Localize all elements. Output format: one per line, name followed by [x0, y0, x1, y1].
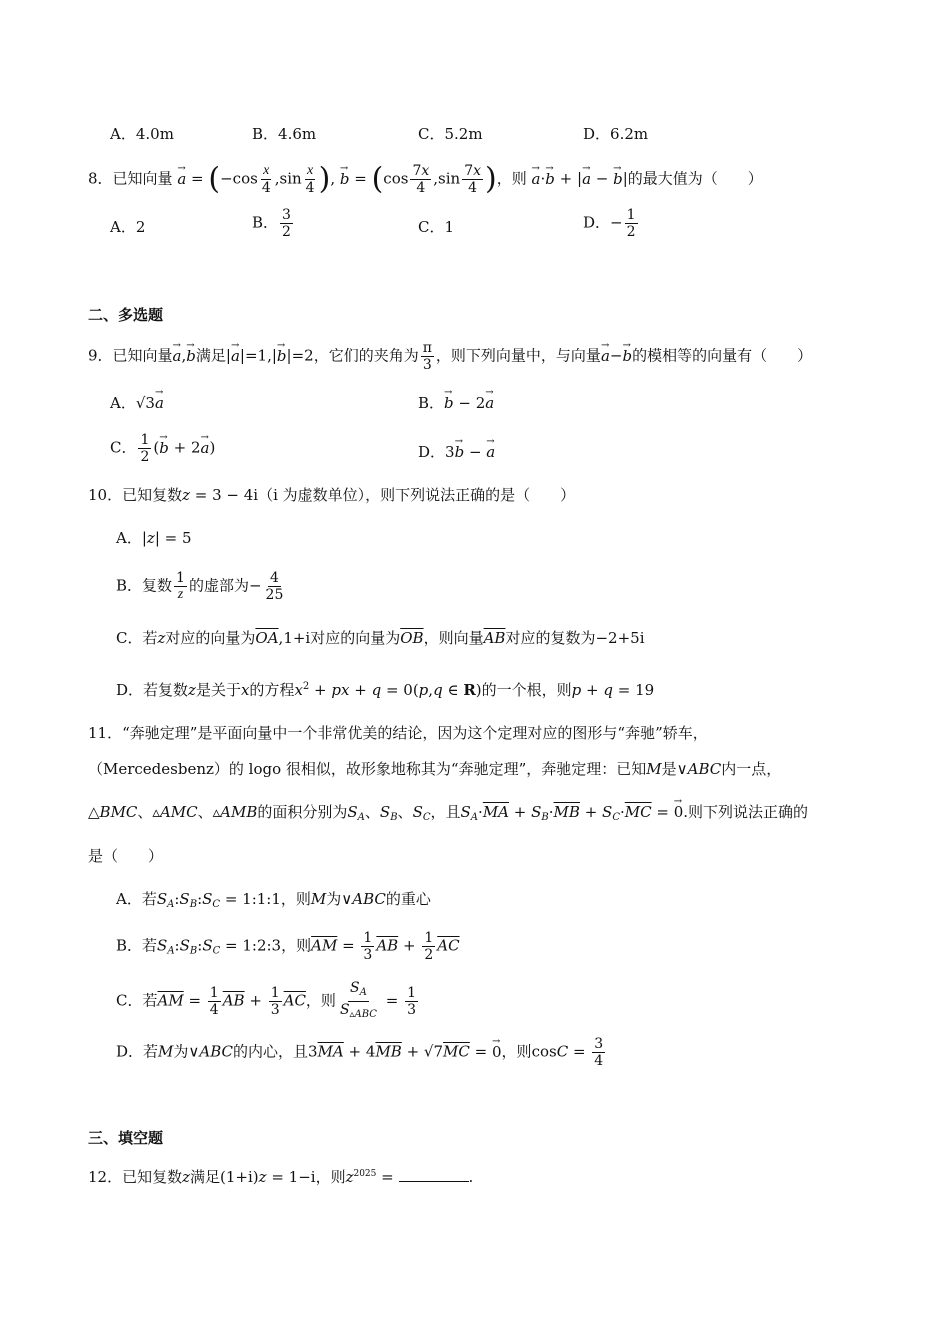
- section-multiple-choice-title: 二、多选题: [88, 306, 164, 324]
- q8-option-c: C．1: [418, 218, 455, 236]
- q9-option-a: A．√3→ a: [110, 392, 164, 414]
- section-fill-in-title: 三、填空题: [88, 1129, 164, 1147]
- q10-stem: 10．已知复数z = 3 − 4i（i 为虚数单位），则下列说法正确的是（ ）: [88, 486, 576, 504]
- q11-option-b: B．若$S_A:S_B:S_C$ = 1:2:3，则$\overline{AM}$ = $\frac{1}{3}$ $\overline{AB}$ + $\frac{1}{2}$ $\overline{AC}$: [116, 930, 460, 963]
- q7-option-d: D．6.2m: [583, 125, 649, 143]
- q7-option-c: C．5.2m: [418, 125, 483, 143]
- q7-option-b: B．4.6m: [252, 125, 317, 143]
- q11-line-1: 11．“奔驰定理”是平面向量中一个非常优美的结论，因为这个定理对应的图形与“奔驰”轿车，: [88, 724, 708, 742]
- q7-option-a: A．4.0m: [110, 125, 174, 143]
- q10-option-a: A．|z| = 5: [116, 529, 192, 547]
- q11-line-4: 是（ ）: [88, 847, 164, 865]
- q11-line-3: △BMC、▵AMC、▵AMB的面积分别为$S_A$、$S_B$、$S_C$，且$S_A\cdot\overline{MA} + S_B\cdot\overline{MB} + S_C\cdot\overline{MC}$ = → 0.则下列说法正确的: [88, 801, 808, 829]
- q8-option-a: A．2: [110, 218, 146, 236]
- q11-option-d: D．若M为∨ABC的内心，且$3\overline{MA} + 4\overline{MB} + √7\overline{MC}$ = → 0，则cosC = $\frac{3}{4}$: [116, 1036, 607, 1069]
- q9-option-b: B．→ b − 2→ a: [418, 392, 494, 414]
- q8-stem: 8．已知向量 → a = (−cos $\frac{x}{4}$ ,sin $\frac{x}{4}$ ), → b = (cos $\frac{7x}{4}$ ,sin $\frac{7x}{4}$ )，则 → a·→ b + |→ a − → b|的最大值为（ ）: [88, 163, 763, 196]
- q10-option-b: B．复数 $\frac{1}{z}$ 的虚部为− $\frac{4}{25}$: [116, 570, 284, 603]
- q8-option-d: D．− $\frac{1}{2}$: [583, 207, 636, 240]
- q12-stem: 12．已知复数z满足(1+i)z = 1−i，则$z^{2025}$ = .: [88, 1168, 474, 1186]
- q9-option-d: D．3→ b − → a: [418, 441, 495, 463]
- q9-option-c: C． $\frac{1}{2}$ (→ b + 2→ a): [110, 432, 215, 465]
- answer-blank[interactable]: [399, 1167, 469, 1182]
- q11-line-2: （Mercedesbenz）的 logo 很相似，故形象地称其为“奔驰定理”，奔驰定理：已知M是∨ABC内一点，: [88, 760, 782, 778]
- q9-stem: 9．已知向量→ a,→ b满足|→ a|=1,|→ b|=2，它们的夹角为 $\frac{\pi}{3}$ ，则下列向量中，与向量→ a−→ b的模相等的向量有（ ）: [88, 340, 812, 373]
- q11-option-a: A．若$S_A:S_B:S_C$ = 1:1:1，则M为∨ABC的重心: [116, 890, 431, 910]
- q11-option-c: C．若$\overline{AM}$ = $\frac{1}{4}$ $\overline{AB}$ + $\frac{1}{3}$ $\overline{AC}$，则 $\frac{S_A}{S_{▵ABC}}$ = $\frac{1}{3}$: [116, 980, 416, 1020]
- q8-option-b: B． $\frac{3}{2}$: [252, 207, 291, 240]
- q10-option-c: C．若z对应的向量为$\overline{OA},1+i$对应的向量为$\overline{OB}$，则向量$\overline{AB}$对应的复数为−2+5i: [116, 629, 645, 647]
- q10-option-d: D．若复数z是关于x的方程$x^2$ + px + q = 0(p,q ∈ R)的一个根，则p + q = 19: [116, 681, 655, 699]
